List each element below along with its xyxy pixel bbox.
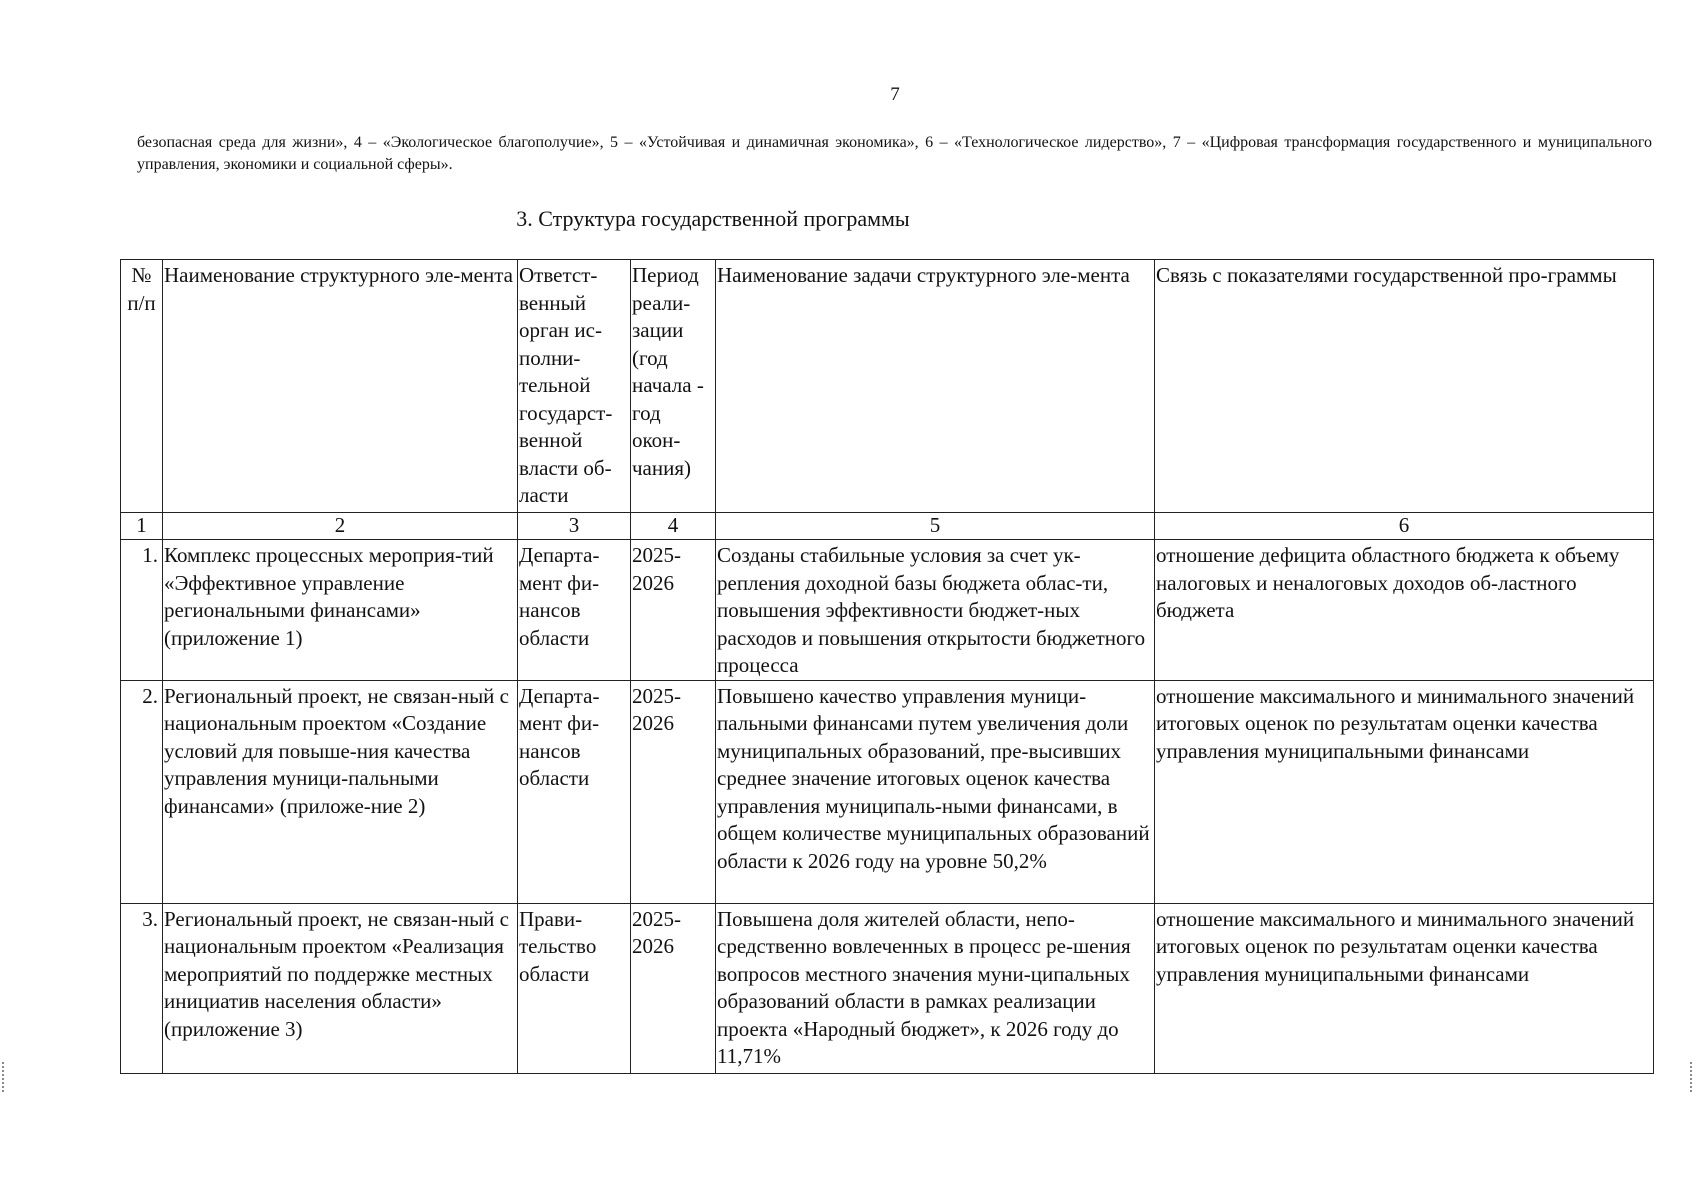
header-task: Наименование задачи структурного эле-мента [716,260,1155,513]
header-authority: Ответст-венный орган ис-полни-тельной государст-венной власти об-ласти [518,260,631,513]
column-number: 4 [631,513,716,540]
column-number: 1 [121,513,163,540]
column-number: 2 [163,513,518,540]
header-indicator-link: Связь с показателями государственной про-граммы [1155,260,1654,513]
column-number: 3 [518,513,631,540]
task-cell: Повышена доля жителей области, непо-средственно вовлеченных в процесс ре-шения вопросов местного значения муни-ципальных образований области в рамках реализации проекта «Народный бюджет», к 2026 году до 11,71% [716,903,1155,1073]
authority-cell: Департа-мент фи-нансов области [518,680,631,903]
task-cell: Повышено качество управления муници-пальными финансами путем увеличения доли муниципальных образований, пре-высивших среднее значение итоговых оценок качества управления муниципаль-ными финансами, в общем количестве муниципальных образований области к 2026 году на уровне 50,2% [716,680,1155,903]
table-row [121,680,1654,903]
intro-paragraph: безопасная среда для жизни», 4 – «Экологическое благополучие», 5 – «Устойчивая и динамичная экономика», 6 – «Технологическое лидерство», 7 – «Цифровая трансформация государственного и муниципального управления, экономики и социальной сферы». [137,134,1652,173]
header-element-name: Наименование структурного эле-мента [163,260,518,513]
row-number: 2. [121,680,163,903]
period-cell: 2025-2026 [631,680,716,903]
period-cell: 2025-2026 [631,903,716,1073]
section-title: 3. Структура государственной программы [516,206,910,231]
authority-cell: Департа-мент фи-нансов области [518,540,631,681]
task-cell: Созданы стабильные условия за счет ук-репления доходной базы бюджета облас-ти, повышения эффективности бюджет-ных расходов и повышения открытости бюджетного процесса [716,540,1155,681]
program-structure-table [120,259,1654,1074]
column-number: 6 [1155,513,1654,540]
element-name-cell: Региональный проект, не связан-ный с национальным проектом «Создание условий для повыше-ния качества управления муници-пальными финансами» (приложе-ние 2) [163,680,518,903]
row-number: 1. [121,540,163,681]
period-cell: 2025-2026 [631,540,716,681]
element-name-cell: Региональный проект, не связан-ный с национальным проектом «Реализация мероприятий по поддержке местных инициатив населения области» (приложение 3) [163,903,518,1073]
element-name-cell: Комплекс процессных мероприя-тий «Эффективное управление региональными финансами» (приложение 1) [163,540,518,681]
row-number: 3. [121,903,163,1073]
authority-cell: Прави-тельство области [518,903,631,1073]
scan-edge-mark [2,1062,6,1092]
indicator-cell: отношение максимального и минимального значений итоговых оценок по результатам оценки качества управления муниципальными финансами [1155,903,1654,1073]
page-number: 7 [890,84,900,105]
table-header-row [121,260,1654,513]
column-number-row [121,513,1654,540]
table-row [121,903,1654,1073]
indicator-cell: отношение максимального и минимального значений итоговых оценок по результатам оценки качества управления муниципальными финансами [1155,680,1654,903]
table-row [121,540,1654,681]
column-number: 5 [716,513,1155,540]
header-number: № п/п [121,260,163,513]
indicator-cell: отношение дефицита областного бюджета к объему налоговых и неналоговых доходов об-ластного бюджета [1155,540,1654,681]
scan-edge-mark [1690,1062,1694,1092]
header-period: Период реали-зации (год начала - год окон-чания) [631,260,716,513]
